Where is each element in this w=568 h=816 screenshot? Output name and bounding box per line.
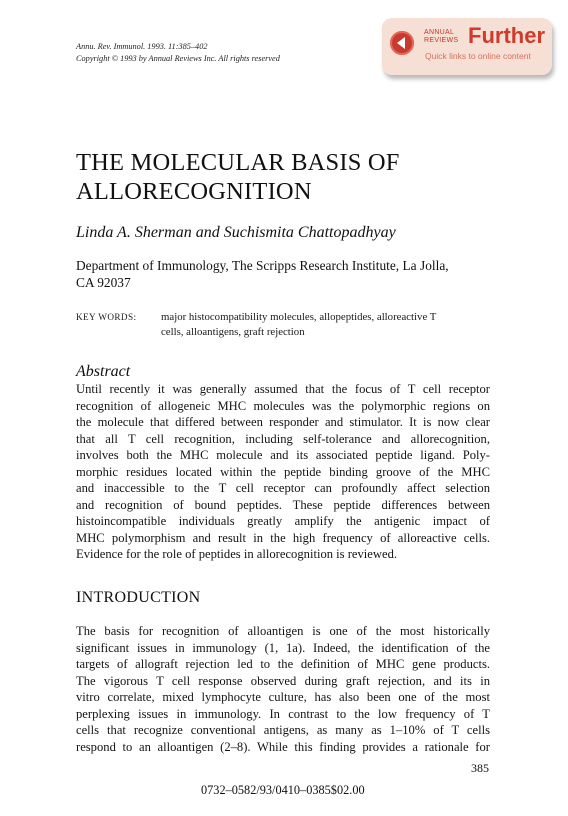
abstract-line: morphic residues located within the peptide binding groove of the MHC: [76, 464, 490, 479]
article-title: [76, 148, 400, 206]
annual-reviews-logo-text: [424, 29, 458, 45]
intro-line: targets of allograft rejection led to the definition of MHC gene products.: [76, 657, 490, 672]
keywords-text: [161, 310, 436, 340]
citation-line-1: Annu. Rev. Immunol. 1993. 11:385–402: [76, 42, 208, 51]
further-quick-links-badge[interactable]: [382, 18, 552, 75]
citation-header: [76, 41, 280, 65]
keywords-line-1: major histocompatibility molecules, allopeptides, alloreactive T: [161, 311, 437, 323]
intro-line: The vigorous T cell response observed during graft rejection, and its in: [76, 673, 490, 688]
intro-line: significant issues in immunology (1, 1a). Indeed, the identification of the: [76, 640, 490, 655]
annual-label: ANNUAL: [424, 29, 455, 36]
affiliation: [76, 257, 449, 291]
intro-line: respond to an alloantigen (2–8). While this finding provides a rationale for: [76, 739, 490, 754]
title-line-2: ALLORECOGNITION: [76, 178, 312, 205]
introduction-heading: INTRODUCTION: [76, 589, 201, 606]
abstract-line: recognition of allogeneic MHC molecules was the polymorphic regions on: [76, 398, 490, 413]
abstract-heading: Abstract: [76, 363, 131, 380]
reviews-label: REVIEWS: [424, 37, 459, 44]
intro-line: The basis for recognition of alloantigen is one of the most historically: [76, 624, 490, 638]
abstract-line: involves both the MHC molecule and its associated peptide ligand. Poly-: [76, 448, 490, 463]
abstract-line: the molecule that differed between responder and stimulator. It is now clear: [76, 415, 490, 430]
introduction-body: [76, 623, 490, 755]
intro-line: perplexing issues in immunology. In contrast to the low frequency of T: [76, 706, 490, 721]
abstract-line: and inaccessible to the T cell receptor can profoundly affect selection: [76, 481, 490, 496]
badge-tagline: Quick links to online content: [425, 51, 531, 61]
citation-line-2: Copyright © 1993 by Annual Reviews Inc. All rights reserved: [76, 54, 280, 63]
keywords-label: KEY WORDS:: [76, 312, 137, 322]
title-line-1: THE MOLECULAR BASIS OF: [76, 149, 400, 176]
authors: Linda A. Sherman and Suchismita Chattopadhyay: [76, 224, 396, 241]
intro-line: vitro correlate, mixed lymphocyte culture, has also been one of the most: [76, 690, 490, 705]
further-label: Further: [468, 23, 545, 48]
abstract-line: MHC polymorphism and result in the high frequency of alloreactive cells.: [76, 530, 490, 545]
abstract-body: [76, 381, 490, 563]
page-number: 385: [471, 761, 489, 775]
footer-code: 0732–0582/93/0410–0385$02.00: [201, 783, 365, 797]
abstract-line: and recognition of bound peptides. These peptide differences between: [76, 497, 490, 512]
abstract-line: histoincompatible individuals greatly amplify the antigenic impact of: [76, 514, 490, 529]
intro-line: cells that recognize conventional antigens, as many as 1–10% of T cells: [76, 723, 490, 738]
abstract-line: Until recently it was generally assumed that the focus of T cell receptor: [76, 382, 490, 396]
keywords-line-2: cells, alloantigens, graft rejection: [161, 326, 305, 338]
affiliation-line-2: CA 92037: [76, 275, 131, 290]
play-arrow-icon: [390, 31, 414, 55]
affiliation-line-1: Department of Immunology, The Scripps Research Institute, La Jolla,: [76, 258, 449, 273]
abstract-line: Evidence for the role of peptides in allorecognition is reviewed.: [76, 547, 398, 562]
abstract-line: that all T cell recognition, including self-tolerance and allorecognition,: [76, 431, 490, 446]
